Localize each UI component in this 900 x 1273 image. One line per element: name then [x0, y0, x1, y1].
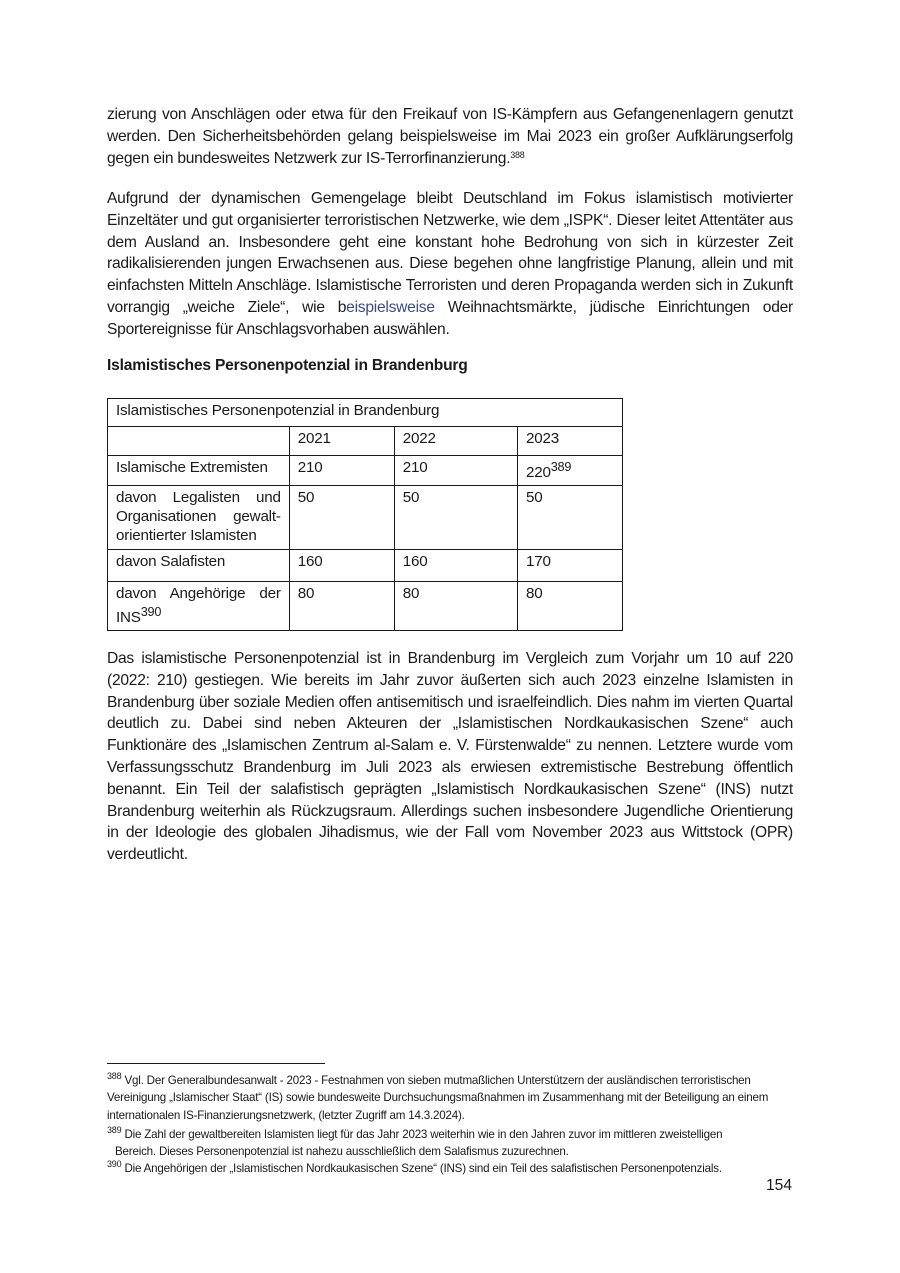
row-label: Islamische Extremisten	[108, 456, 290, 486]
table-header-year: 2023	[517, 427, 622, 456]
table-header-empty	[108, 427, 290, 456]
table-header-row	[108, 427, 623, 456]
row-label: davon Legalisten und Organisationen gewalt-orientierter Islamisten	[108, 486, 290, 550]
row-value: 80	[394, 582, 517, 631]
row-value: 210	[394, 456, 517, 486]
footnote-number: 389	[107, 1125, 122, 1135]
footnote-number: 388	[107, 1071, 122, 1081]
paragraph-1-text: zierung von Anschlägen oder etwa für den Freikauf von IS-Kämpfern aus Gefangenenlagern genutzt werden. Den Sicherheitsbehörden gelang beispielsweise im Mai 2023 ein großer Aufklärungserfolg gegen ein bundesweites Netzwerk zur IS-Terrorfinanzierung.	[107, 106, 793, 167]
footnote-text: Vgl. Der Generalbundesanwalt - 2023 - Festnahmen von sieben mutmaßlichen Unterstützern der ausländischen terroristischen Vereinigung „Islamischer Staat“ (IS) sowie bundesweite Durchsuchungsmaßnahmen im Zusammenhang mit der Beteiligung an einem internationalen IS-Finanzierungsnetzwerk, (letzter Zugriff am 14.3.2024).	[107, 1074, 769, 1122]
row-label: davon Angehörige der INS	[116, 585, 281, 627]
body-paragraph-1	[107, 104, 793, 169]
table-caption-row	[108, 399, 623, 427]
footnote-ref-389[interactable]: 389	[550, 460, 572, 474]
row-value: 50	[289, 486, 394, 550]
row-label: davon Salafisten	[108, 550, 290, 582]
row-value-cell	[517, 456, 622, 486]
paragraph-2-highlight: eispielsweise	[346, 298, 435, 316]
table-row	[108, 582, 623, 631]
section-heading: Islamistisches Personenpotenzial in Brandenburg	[107, 357, 468, 374]
row-label-cell	[108, 582, 290, 631]
row-value: 160	[394, 550, 517, 582]
row-value: 160	[289, 550, 394, 582]
table-row	[108, 486, 623, 550]
row-value: 170	[517, 550, 622, 582]
footnote-ref-388[interactable]: 388	[510, 149, 525, 160]
table-caption: Islamistisches Personenpotenzial in Brandenburg	[108, 399, 623, 427]
row-value: 50	[517, 486, 622, 550]
footnote-text: Die Zahl der gewaltbereiten Islamisten liegt für das Jahr 2023 weiterhin wie in den Jahren zuvor im mittleren zweistelligen	[124, 1128, 723, 1141]
table-row	[108, 550, 623, 582]
footnote-number: 390	[107, 1159, 122, 1169]
footnote-separator	[107, 1063, 325, 1064]
table-header-year: 2022	[394, 427, 517, 456]
footnote-text-continued: Bereich. Dieses Personenpotenzial ist nahezu ausschließlich dem Salafismus zuzurechnen.	[115, 1145, 569, 1159]
row-value: 80	[517, 582, 622, 631]
row-value: 80	[289, 582, 394, 631]
body-paragraph-3: Das islamistische Personenpotenzial ist in Brandenburg im Vergleich zum Vorjahr um 10 auf 220 (2022: 210) gestiegen. Wie bereits im Jahr zuvor äußerten sich auch 2023 einzelne Islamisten in Brandenburg über soziale Medien offen antisemitisch und israelfeindlich. Dies nahm im vierten Quartal deutlich zu. Dabei sind neben Akteuren der „Islamistischen Nordkaukasischen Szene“ auch Funktionäre des „Islamischen Zentrum al-Salam e. V. Fürstenwalde“ zu nennen. Letztere wurde vom Verfassungsschutz Brandenburg im Juli 2023 als erwiesen extremistische Bestrebung öffentlich benannt. Ein Teil der salafistisch geprägten „Islamistisch Nordkaukasischen Szene“ (INS) nutzt Brandenburg weiterhin als Rückzugsraum. Allerdings suchen insbesondere Jugendliche Orientierung in der Ideologie des globalen Jihadismus, wie der Fall vom November 2023 aus Wittstock (OPR) verdeutlicht.	[107, 650, 793, 864]
table-row	[108, 456, 623, 486]
footnote-388	[107, 1072, 797, 1124]
table-header-year: 2021	[289, 427, 394, 456]
row-value: 50	[394, 486, 517, 550]
footnote-text: Die Angehörigen der „Islamistischen Nordkaukasischen Szene“ (INS) sind ein Teil des salafistischen Personenpotenzials.	[124, 1162, 722, 1175]
row-value: 210	[289, 456, 394, 486]
footnote-389	[107, 1126, 797, 1161]
personenpotenzial-table	[107, 398, 623, 631]
page-number: 154	[765, 1177, 792, 1194]
body-paragraph-2	[107, 188, 793, 341]
footnote-390	[107, 1160, 797, 1177]
paragraph-2-text-start: Aufgrund der dynamischen Gemengelage bleibt Deutschland im Fokus islamistisch motivierter Einzeltäter und gut organisierter terroristischen Netzwerke, wie dem „ISPK“. Dieser leitet Attentäter aus dem Ausland an. Insbesondere geht eine konstant hohe Bedrohung von sich in kürzester Zeit radikalisierenden jungen Erwachsenen aus. Diese begehen ohne langfristige Planung, allein und mit einfachsten Mitteln Anschläge. Islamistische Terroristen und deren Propaganda werden sich in Zukunft vorrangig „weiche Ziele“, wie b	[107, 190, 793, 316]
row-value: 220	[525, 464, 551, 482]
paragraph-2-text-end: Weihnachtsmärkte, jüdische Einrichtungen oder Sportereignisse für Anschlagsvorhaben auswählen.	[107, 298, 794, 338]
footnote-ref-390[interactable]: 390	[140, 605, 162, 620]
